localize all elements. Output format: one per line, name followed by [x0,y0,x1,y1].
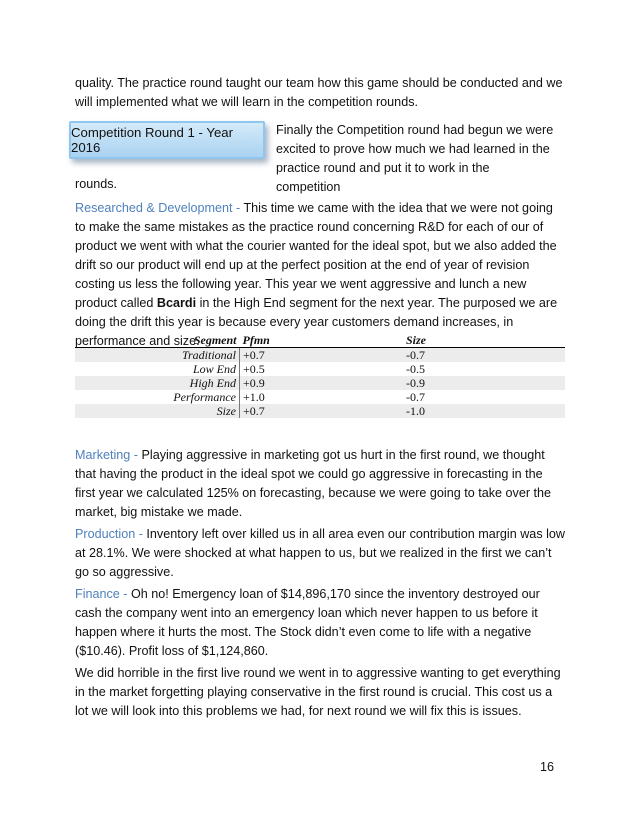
intro-paragraph: quality. The practice round taught our team how this game should be conducted and we will implemented what we will learn in the competition rounds. [75,76,563,109]
finance-paragraph [75,585,565,661]
table-cell-segment: Size [75,404,240,418]
rd-text-after: in the High End segment for the next year. The purposed we are doing the drift this year is because every year customers demand increases, in performance and size. [75,296,558,348]
table-header-size: Size [346,333,565,348]
table-row [75,404,565,418]
table-cell-segment: High End [75,376,240,390]
table-cell-size: -0.5 [406,362,425,376]
competition-round-callout: Competition Round 1 - Year 2016 [69,121,265,159]
finance-text: Oh no! Emergency loan of $14,896,170 since the inventory destroyed our cash the company went into an emergency loan which never happen to us before it happen where it hurts the most. The Stock didn’t even come to life with a negative ($10.46). Profit loss of $1,124,860. [75,587,540,658]
competition-line-3: practice round and put it to work in the competition [276,161,490,194]
table-cell-size: -0.9 [346,376,565,390]
table-cell-segment: Traditional [75,348,240,363]
table-cell-pfmn: +0.7 [240,348,347,363]
table-cell-size: -0.7 [406,390,425,404]
table-cell-size: -1.0 [346,404,565,418]
rd-text-before: This time we came with the idea that we were not going to make the same mistakes as the practice round concerning R&D for each of our of product we went with what the courier wanted for the ideal spot, but we also added the drift so our product will end up at the perfect position at the end of year of revision costing us less the following year. This year we went aggressive and lunch a new product called [75,201,557,310]
table-cell-pfmn: +1.0 [243,390,265,404]
table-row [75,390,565,404]
table-cell-segment: Low End [75,362,240,376]
table-header-segment: Segment [75,333,240,348]
production-heading: Production - [75,527,143,541]
table-header-pfmn: Pfmn [240,333,347,348]
rd-heading: Researched & Development - [75,201,241,215]
table-cell-pfmn: +0.7 [240,404,347,418]
marketing-text: Playing aggressive in marketing got us hurt in the first round, we thought that having the product in the ideal spot we could go aggressive in forecasting in the first year we calculated 125% on forecasting, because we were going to take over the market, big mistake we made. [75,448,552,519]
table-row [75,376,565,390]
table-cell-pfmn: +0.9 [240,376,347,390]
finance-heading: Finance - [75,587,128,601]
competition-line-2: excited to prove how much we had learned in the [276,142,550,156]
table-cell-segment: Performance [75,390,240,404]
marketing-heading: Marketing - [75,448,138,462]
conclusion-paragraph: We did horrible in the first live round we went in to aggressive wanting to get everything in the market forgetting playing conservative in the first round is crucial. This cost us a lot we will look into this problems we had, for next round we will fix this is issues. [75,666,561,718]
page-number: 16 [540,760,555,774]
table-cell-pfmn: +0.5 [243,362,265,376]
production-paragraph [75,525,565,582]
table-row [75,348,565,363]
production-text: Inventory left over killed us in all area even our contribution margin was low at 28.1%. We were shocked at what happen to us, but we realized in the first we can’t go so aggressive. [75,527,566,579]
table-header-row [75,333,565,348]
segment-drift-table [75,333,565,418]
marketing-paragraph [75,446,565,522]
rd-paragraph [75,199,565,351]
competition-line-1: Finally the Competition round had begun we were [276,123,554,137]
table-cell-size: -0.7 [346,348,565,363]
competition-line-4: rounds. [75,177,118,191]
rd-product-name: Bcardi [156,296,197,310]
table-row [75,362,565,376]
